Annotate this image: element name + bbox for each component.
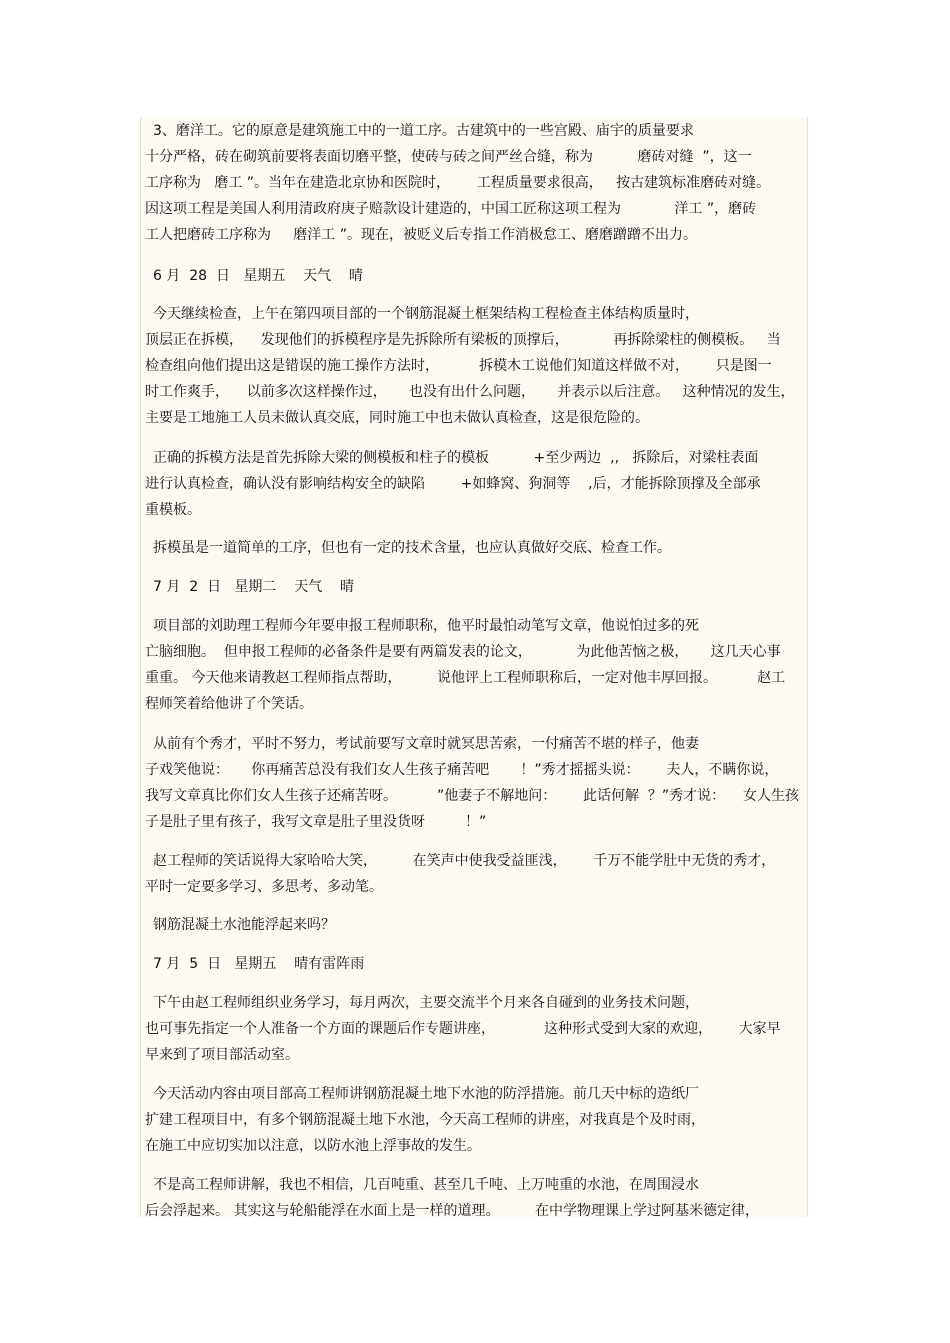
text-line: 拆模虽是一道简单的工序，但也有一定的技术含量，也应认真做好交底、检查工作。 bbox=[153, 540, 671, 556]
paragraph-mo-yang-gong bbox=[141, 118, 807, 248]
text-line: 今天继续检查，上午在第四项目部的一个钢筋混凝土框架结构工程检查主体结构质量时， bbox=[153, 306, 699, 322]
paragraph-buoyancy bbox=[141, 1172, 807, 1224]
text-line: 顶层正在拆模， 发现他们的拆模程序是先拆除所有梁板的顶撑后， 再拆除梁柱的侧模板。 当 bbox=[145, 332, 781, 348]
paragraph-summary bbox=[141, 535, 807, 561]
text-line: 今天活动内容由项目部高工程师讲钢筋混凝土地下水池的防浮措施。前几天中标的造纸厂 bbox=[153, 1086, 699, 1102]
text-line: 赵工程师的笑话说得大家哈哈大笑， 在笑声中使我受益匪浅， 千万不能学肚中无货的秀才， bbox=[153, 853, 776, 869]
text-line: 检查组向他们提出这是错误的施工操作方法时， 拆模木工说他们知道这样做不对， 只是图一 bbox=[145, 358, 772, 374]
text-line: 平时一定要多学习、多思考、多动笔。 bbox=[145, 879, 383, 895]
text-line: 子是肚子里有孩子，我写文章是肚子里没货呀 ！” bbox=[145, 814, 487, 830]
text-line: 不是高工程师讲解，我也不相信，几百吨重、甚至几千吨、上万吨重的水池，在周围浸水 bbox=[153, 1177, 699, 1193]
text-line: 重重。 今天他来请教赵工程师指点帮助， 说他评上工程师职称后，一定对他丰厚回报。 赵工 bbox=[145, 670, 786, 686]
paragraph-inspection bbox=[141, 301, 807, 431]
section-heading bbox=[141, 912, 807, 938]
text-line: 在施工中应切实加以注意，以防水池上浮事故的发生。 bbox=[145, 1138, 481, 1154]
text-line: 后会浮起来。 其实这与轮船能浮在水面上是一样的道理。 在中学物理课上学过阿基米德定律， bbox=[145, 1203, 760, 1219]
text-line: 3、磨洋工。它的原意是建筑施工中的一道工序。古建筑中的一些宫殿、庙宇的质量要求 bbox=[153, 123, 694, 139]
text-line: 子戏笑他说： 你再痛苦总没有我们女人生孩子痛苦吧 ！”秀才摇摇头说： 夫人，不瞒你说， bbox=[145, 762, 779, 778]
text-line: 工人把磨砖工序称为 磨洋工 ”。现在，被贬义后专指工作消极怠工、磨磨蹭蹭不出力。 bbox=[145, 227, 697, 243]
paragraph-lesson bbox=[141, 848, 807, 900]
text-line: 项目部的刘助理工程师今年要申报工程师职称，他平时最怕动笔写文章，他说怕过多的死 bbox=[153, 618, 699, 634]
document-page bbox=[140, 117, 808, 1217]
text-line: 工序称为 磨工 ”。当年在建造北京协和医院时， 工程质量要求很高， 按古建筑标准磨砖对缝。 bbox=[145, 175, 771, 191]
text-line: 十分严格，砖在砌筑前要将表面切磨平整，使砖与砖之间严丝合缝，称为 磨砖对缝 ”，这一 bbox=[145, 149, 752, 165]
paragraph-correct-method bbox=[141, 445, 807, 523]
paragraph-scholar-joke bbox=[141, 731, 807, 835]
text-line: 早来到了项目部活动室。 bbox=[145, 1047, 299, 1063]
paragraph-tank-lecture bbox=[141, 1081, 807, 1159]
paragraph-liu-assistant bbox=[141, 613, 807, 717]
text-line: 我写文章真比你们女人生孩子还痛苦呀。 ”他妻子不解地问： 此话何解 ？”秀才说： 女人生孩 bbox=[145, 788, 799, 804]
text-line: 正确的拆模方法是首先拆除大梁的侧模板和柱子的模板 +至少两边 ,, 拆除后，对梁柱表面 bbox=[153, 450, 759, 466]
text-line: 因这项工程是美国人利用清政府庚子赔款设计建造的，中国工匠称这项工程为 洋工 ”，磨砖 bbox=[145, 201, 757, 217]
diary-date-heading: 7 月 5 日 星期五 晴有雷阵雨 bbox=[153, 956, 365, 972]
text-line: 从前有个秀才，平时不努力，考试前要写文章时就冥思苦索，一付痛苦不堪的样子，他妻 bbox=[153, 736, 699, 752]
text-line: 进行认真检查，确认没有影响结构安全的缺陷 +如蜂窝、狗洞等 ,后，才能拆除顶撑及全部承 bbox=[145, 476, 761, 492]
text-line: 时工作爽手， 以前多次这样操作过， 也没有出什么问题， 并表示以后注意。 这种情况的发生， bbox=[145, 384, 795, 400]
text-line: 扩建工程项目中，有多个钢筋混凝土地下水池，今天高工程师的讲座，对我真是个及时雨， bbox=[145, 1112, 705, 1128]
text-line: 重模板。 bbox=[145, 502, 201, 518]
text-line: 下午由赵工程师组织业务学习，每月两次，主要交流半个月来各自碰到的业务技术问题， bbox=[153, 995, 699, 1011]
text-line: 主要是工地施工人员未做认真交底，同时施工中也未做认真检查，这是很危险的。 bbox=[145, 410, 649, 426]
text-line: 程师笑着给他讲了个笑话。 bbox=[145, 696, 313, 712]
text-line: 也可事先指定一个人准备一个方面的课题后作专题讲座， 这种形式受到大家的欢迎， 大家早 bbox=[145, 1021, 781, 1037]
diary-date-heading: 6 月 28 日 星期五 天气 晴 bbox=[153, 268, 363, 284]
paragraph-study-session bbox=[141, 990, 807, 1068]
text-line: 钢筋混凝土水池能浮起来吗？ bbox=[153, 917, 335, 933]
diary-date-heading: 7 月 2 日 星期二 天气 晴 bbox=[153, 579, 355, 595]
text-line: 亡脑细胞。 但申报工程师的必备条件是要有两篇发表的论文， 为此他苦恼之极， 这几天心事 bbox=[145, 644, 781, 660]
